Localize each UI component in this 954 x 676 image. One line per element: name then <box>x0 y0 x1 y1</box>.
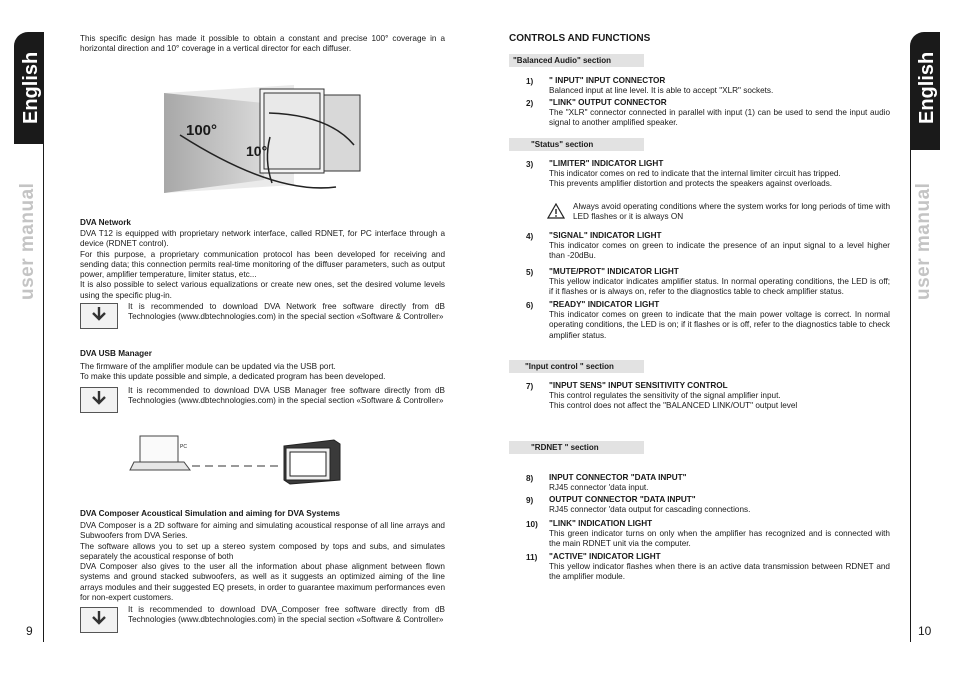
side-label-left: user manual <box>17 182 38 300</box>
item-link-connector: "LINK" OUTPUT CONNECTOR The "XLR" connector connected in parallel with input (1) can be used to send the input audio signal to another amplified speaker. <box>549 98 890 128</box>
side-label-right: user manual <box>913 182 934 300</box>
usb-title: DVA USB Manager <box>80 349 152 358</box>
usb-download-text: It is recommended to download DVA USB Manager free software directly from dB Technologies (www.dbtechnologies.com) in the special section «Software & Controller» <box>128 386 445 406</box>
item-number: 9) <box>526 496 534 505</box>
item-number: 10) <box>526 520 538 529</box>
item-number: 5) <box>526 268 534 277</box>
language-tab-right <box>910 32 940 150</box>
item-ready-light: "READY" INDICATOR LIGHT This indicator comes on green to indicate that the main power voltage is correct. In normal operating conditions, the LED is on; if it flashes or is off, refer to the diagnostics table to check amplifier status. <box>549 300 890 340</box>
item-number: 6) <box>526 301 534 310</box>
download-icon <box>80 387 118 413</box>
item-data-input-connector: INPUT CONNECTOR "DATA INPUT" RJ45 connector 'data input. <box>549 473 687 492</box>
pc-label: PC <box>180 444 187 450</box>
speaker-icon <box>284 440 340 484</box>
composer-body <box>80 521 445 603</box>
composer-p3: DVA Composer also gives to the user all the information about phase alignment between flown systems and ground stacked subwoofers, as well as it suggests an optimized aiming of the line arrays modules and their suggested EQ presets, in order to guarantee maximum performances even for non-expert customers. <box>80 562 445 603</box>
language-tab-label: English <box>916 51 938 124</box>
download-icon <box>80 303 118 329</box>
warning-text: Always avoid operating conditions where the system works for long periods of time with LED flashes or it is always ON <box>573 202 890 222</box>
item-mute-prot-light: "MUTE/PROT" INDICATOR LIGHT This yellow indicator indicates amplifier status. In normal operating conditions, the LED is off; if it flashes or is always on, refer to the diagnostics table to check amplifier status. <box>549 267 890 297</box>
network-body <box>80 229 445 301</box>
section-input-control: "Input control " section <box>509 360 644 373</box>
network-title: DVA Network <box>80 218 131 227</box>
intro-text: This specific design has made it possible to obtain a constant and precise 100° coverage in a horizontal direction and 10° coverage in a vertical director for each diffuser. <box>80 34 445 54</box>
composer-p1: DVA Composer is a 2D software for aiming and simulating acoustical response of all line arrays and Subwoofers from DVA Series. <box>80 521 445 541</box>
network-p3: It is also possible to select various equalizations or create new ones, set the desired volume levels using the specific plug-in. <box>80 280 445 300</box>
item-number: 2) <box>526 99 534 108</box>
item-number: 11) <box>526 553 538 562</box>
composer-download-text: It is recommended to download DVA_Composer free software directly from dB Technologies (www.dbtechnologies.com) in the special section «Software & Controller» <box>128 605 445 625</box>
section-rdnet: "RDNET " section <box>509 441 644 454</box>
download-icon <box>80 607 118 633</box>
item-number: 4) <box>526 232 534 241</box>
language-tab-left <box>14 32 44 144</box>
warning-icon <box>547 203 565 224</box>
item-input-connector: " INPUT" INPUT CONNECTOR Balanced input at line level. It is able to accept "XLR" sockets. <box>549 76 774 95</box>
page-number-right: 10 <box>918 624 932 638</box>
laptop-icon <box>130 436 190 470</box>
side-divider-right <box>910 150 911 642</box>
angle-label-horizontal: 100° <box>186 122 218 139</box>
usb-p2: To make this update possible and simple, a dedicated program has been developed. <box>80 372 386 382</box>
item-number: 3) <box>526 160 534 169</box>
composer-p2: The software allows you to set up a stereo system composed by tops and subs, and simulates separately the acoustical response of both <box>80 541 445 561</box>
section-balanced-audio: "Balanced Audio" section <box>509 54 644 67</box>
network-p2: For this purpose, a proprietary communication protocol has been developed for receiving and sending data; this connection permits real-time monitoring of the diffuser parameters, such as output power, amplifier temperature, limiter status, etc... <box>80 249 445 280</box>
item-limiter-light: "LIMITER" INDICATOR LIGHT This indicator comes on red to indicate that the internal limiter circuit has tripped. This prevents amplifier distortion and protects the speakers against overloads. <box>549 159 841 189</box>
usb-body <box>80 362 445 383</box>
item-link-indication-light: "LINK" INDICATION LIGHT This green indicator turns on only when the amplifier has recognized and is connected with the main RDNET unit via the computer. <box>549 519 890 549</box>
item-input-sens-control: "INPUT SENS" INPUT SENSITIVITY CONTROL This control regulates the sensitivity of the signal amplifier input. This control does not affect the "BALANCED LINK/OUT" output level <box>549 381 798 411</box>
controls-heading: CONTROLS AND FUNCTIONS <box>509 33 651 44</box>
item-number: 7) <box>526 382 534 391</box>
usb-p1: The firmware of the amplifier module can be updated via the USB port. <box>80 362 336 371</box>
item-number: 8) <box>526 474 534 483</box>
side-divider-left <box>43 144 44 642</box>
section-status: "Status" section <box>509 138 644 151</box>
page-number-left: 9 <box>26 624 33 638</box>
network-p1: DVA T12 is equipped with proprietary network interface, called RDNET, for PC interface through a device (RDNET control). <box>80 229 445 249</box>
composer-title: DVA Composer Acoustical Simulation and aiming for DVA Systems <box>80 509 340 518</box>
language-tab-label: English <box>20 51 42 124</box>
usb-connection-figure <box>128 432 378 492</box>
item-signal-light: "SIGNAL" INDICATOR LIGHT This indicator comes on green to indicate the presence of an input signal to a level higher than -20dBu. <box>549 231 890 261</box>
item-number: 1) <box>526 77 534 86</box>
coverage-diagram <box>164 85 364 197</box>
angle-label-vertical: 10° <box>246 143 268 159</box>
item-data-output-connector: OUTPUT CONNECTOR "DATA INPUT" RJ45 connector 'data output for cascading connections. <box>549 495 751 514</box>
item-active-light: "ACTIVE" INDICATOR LIGHT This yellow indicator flashes when there is an active data transmission between RDNET and the amplifier module. <box>549 552 890 582</box>
coverage-figure <box>164 85 364 197</box>
network-download-text: It is recommended to download DVA Network free software directly from dB Technologies (www.dbtechnologies.com) in the special section «Software & Controller» <box>128 302 445 322</box>
